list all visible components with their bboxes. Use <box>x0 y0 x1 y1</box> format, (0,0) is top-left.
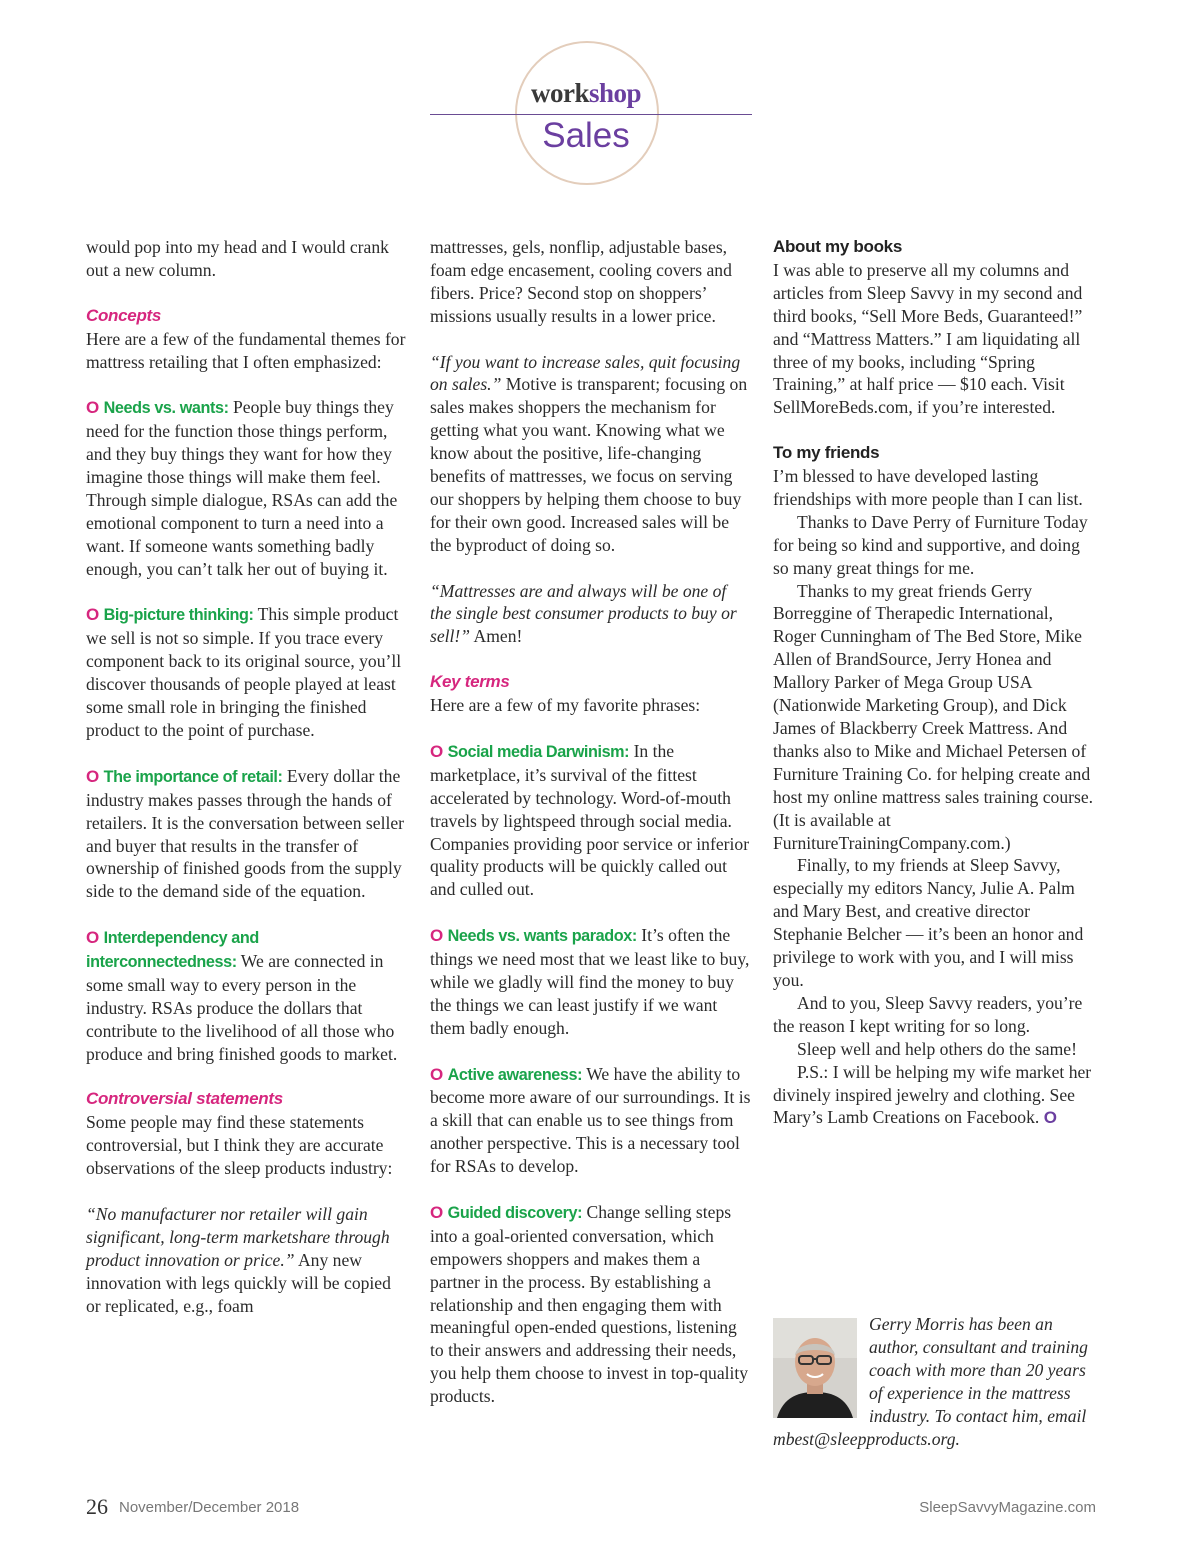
paragraph: Some people may find these statements controversial, but I think they are accurate observations of the sleep products industry: <box>86 1112 393 1179</box>
bullet-lead: Social media Darwinism: <box>447 742 630 761</box>
paragraph: Thanks to Dave Perry of Furniture Today for being so kind and supportive, and doing so many great things for me. <box>773 511 1088 578</box>
bullet-text: Every dollar the industry makes passes through the hands of retailers. It is the conversation between seller and buyer that results in the transfer of ownership of finished goods from the supply side to the demand side of the equation. <box>86 765 405 902</box>
bullet-item <box>86 396 408 580</box>
page-footer <box>86 1494 1096 1524</box>
quote-paragraph <box>86 1203 408 1318</box>
quote: “If you want to increase sales, quit focusing on sales.” <box>430 351 741 395</box>
subheading-friends: To my friends <box>773 443 880 463</box>
paragraph: Thanks to my great friends Gerry Borreggine of Therapedic International, Roger Cunningham of The Bed Store, Mike Allen of BrandSource, Jerry Honea and Mallory Parker of Mega Group USA (Nationwide Marketing Group), and Dick James of Blackberry Creek Mattress. And thanks also to Mike and Michael Petersen of Furniture Training Co. for helping create and host my online mattress sales training course. (It is available at FurnitureTrainingCompany.com.) <box>773 580 1094 853</box>
bullet-item <box>430 1201 752 1408</box>
subheading-books: About my books <box>773 237 902 256</box>
quote-paragraph <box>430 351 752 557</box>
paragraph: Finally, to my friends at Sleep Savvy, especially my editors Nancy, Julie A. Palm and Mary Best, and creative director Stephanie Belcher — it’s been an honor and privilege to work with you, and I will miss you. <box>773 855 1084 990</box>
bullet-text: People buy things they need for the function those things perform, and they buy things they want for how they imagine those things will make them feel. Through simple dialogue, RSAs can add the emotional component to turn a need into a want. If someone wants something badly enough, you can’t talk her out of buying it. <box>86 397 398 579</box>
bullet-marker: O <box>430 1064 444 1084</box>
kicker-work: work <box>530 78 589 108</box>
bullet-lead: The importance of retail: <box>103 767 283 786</box>
bullet-item <box>86 765 408 903</box>
bullet-marker: O <box>430 926 444 946</box>
author-photo <box>773 1318 857 1418</box>
quote-followup: Amen! <box>470 626 523 647</box>
bullet-lead: Big-picture thinking: <box>103 606 254 625</box>
author-bio <box>773 1313 1095 1450</box>
website-url: SleepSavvyMagazine.com <box>919 1499 1096 1516</box>
bullet-marker: O <box>86 605 100 625</box>
paragraph: mattresses, gels, nonflip, adjustable bases, foam edge encasement, cooling covers and fibers. Price? Second stop on shoppers’ missions usually results in a lower price. <box>430 237 732 326</box>
quote-followup: Motive is transparent; focusing on sales makes shoppers the mechanism for getting what you want. Knowing what we know about the positive, life-changing benefits of mattresses, we focus on serving our shoppers by helping them choose to buy for their own good. Increased sales will be the byproduct of doing so. <box>430 374 748 555</box>
paragraph: Here are a few of the fundamental themes for mattress retailing that I often emphasized: <box>86 328 406 372</box>
workshop-kicker <box>500 78 672 109</box>
paragraph: Here are a few of my favorite phrases: <box>430 695 701 716</box>
paragraph: And to you, Sleep Savvy readers, you’re the reason I kept writing for so long. <box>773 992 1083 1036</box>
bullet-text: Change selling steps into a goal-oriented conversation, which empowers shoppers and makes them a partner in the process. By establishing a relationship and then engaging them with meaningful open-ended questions, listening to their answers and addressing their needs, you help them choose to invest in top-quality products. <box>430 1201 749 1407</box>
bullet-lead: Needs vs. wants: <box>103 399 229 418</box>
bullet-lead: Guided discovery: <box>447 1203 583 1222</box>
paragraph: I’m blessed to have developed lasting friendships with more people than I can list. <box>773 466 1083 509</box>
issue-date: November/December 2018 <box>119 1499 300 1516</box>
quote-followup: Any new innovation with legs quickly will be copied or replicated, e.g., foam <box>86 1249 391 1316</box>
paragraph: I was able to preserve all my columns and articles from Sleep Savvy in my second and third books, “Sell More Beds, Guaranteed!” and “Mattress Matters.” I am liquidating all three of my books, including “Spring Training,” at half price — $10 each. Visit SellMoreBeds.com, if you’re interested. <box>773 259 1083 418</box>
bullet-lead: Active awareness: <box>447 1065 583 1084</box>
bullet-lead: Needs vs. wants paradox: <box>447 927 637 946</box>
bullet-text: It’s often the things we need most that we least like to buy, while we gladly will find the money to buy the things we can least justify if we want them badly enough. <box>430 925 750 1038</box>
bullet-item <box>430 1063 752 1179</box>
bullet-text: We have the ability to become more aware of our surroundings. It is a skill that can enable us to see things from another perspective. This is a necessary tool for RSAs to develop. <box>430 1063 751 1177</box>
column-3 <box>773 236 1095 1130</box>
bullet-item <box>86 926 408 1065</box>
bullet-marker: O <box>86 766 100 786</box>
kicker-shop: shop <box>588 78 642 108</box>
bullet-text: We are connected in some small way to every person in the industry. RSAs produce the dollars that contribute to the livelihood of all those who produce and bring finished goods to market. <box>86 951 398 1064</box>
page-number: 26 <box>86 1494 108 1519</box>
bullet-item <box>430 924 752 1040</box>
quote-paragraph <box>430 580 752 649</box>
section-title: Sales <box>542 116 630 155</box>
bullet-marker: O <box>430 1202 444 1222</box>
end-mark: O <box>1043 1108 1057 1128</box>
header-circle-ornament <box>515 41 659 185</box>
page-header <box>0 0 1200 200</box>
subheading-key-terms: Key terms <box>430 672 510 692</box>
final-text: P.S.: I will be helping my wife market her divinely inspired jewelry and clothing. See Mary’s Lamb Creations on Facebook. <box>773 1061 1092 1128</box>
subheading-concepts: Concepts <box>86 305 162 325</box>
bullet-text: In the marketplace, it’s survival of the fittest accelerated by technology. Word-of-mouth travels by lightspeed through social media. Companies providing poor service or inferior quality products will be quickly called out and culled out. <box>430 740 750 900</box>
bullet-lead: Interdependency and interconnectedness: <box>86 929 259 972</box>
bullet-text: This simple product we sell is not so simple. If you trace every component back to its original source, you’ll discover thousands of people played at least some small role in bringing the finished product to the point of purchase. <box>86 604 402 740</box>
bullet-marker: O <box>86 928 100 948</box>
paragraph-final <box>773 1061 1095 1131</box>
bullet-marker: O <box>86 398 100 418</box>
quote: “No manufacturer nor retailer will gain significant, long-term marketshare through product innovation or price.” <box>86 1203 390 1270</box>
bullet-marker: O <box>430 741 444 761</box>
bullet-item <box>86 603 408 741</box>
bullet-item <box>430 740 752 901</box>
author-portrait-icon <box>773 1318 857 1418</box>
paragraph: Sleep well and help others do the same! <box>797 1038 1077 1059</box>
column-1 <box>86 236 408 1317</box>
column-2 <box>430 236 752 1408</box>
header-rule <box>430 114 752 115</box>
paragraph: would pop into my head and I would crank out a new column. <box>86 237 389 280</box>
quote: “Mattresses are and always will be one of the single best consumer products to buy or sell!” <box>430 580 737 647</box>
subheading-controversial: Controversial statements <box>86 1089 283 1109</box>
bio-text: Gerry Morris has been an author, consultant and training coach with more than 20 years of experience in the mattress industry. To contact him, email mbest@sleepproducts.org. <box>773 1314 1088 1449</box>
